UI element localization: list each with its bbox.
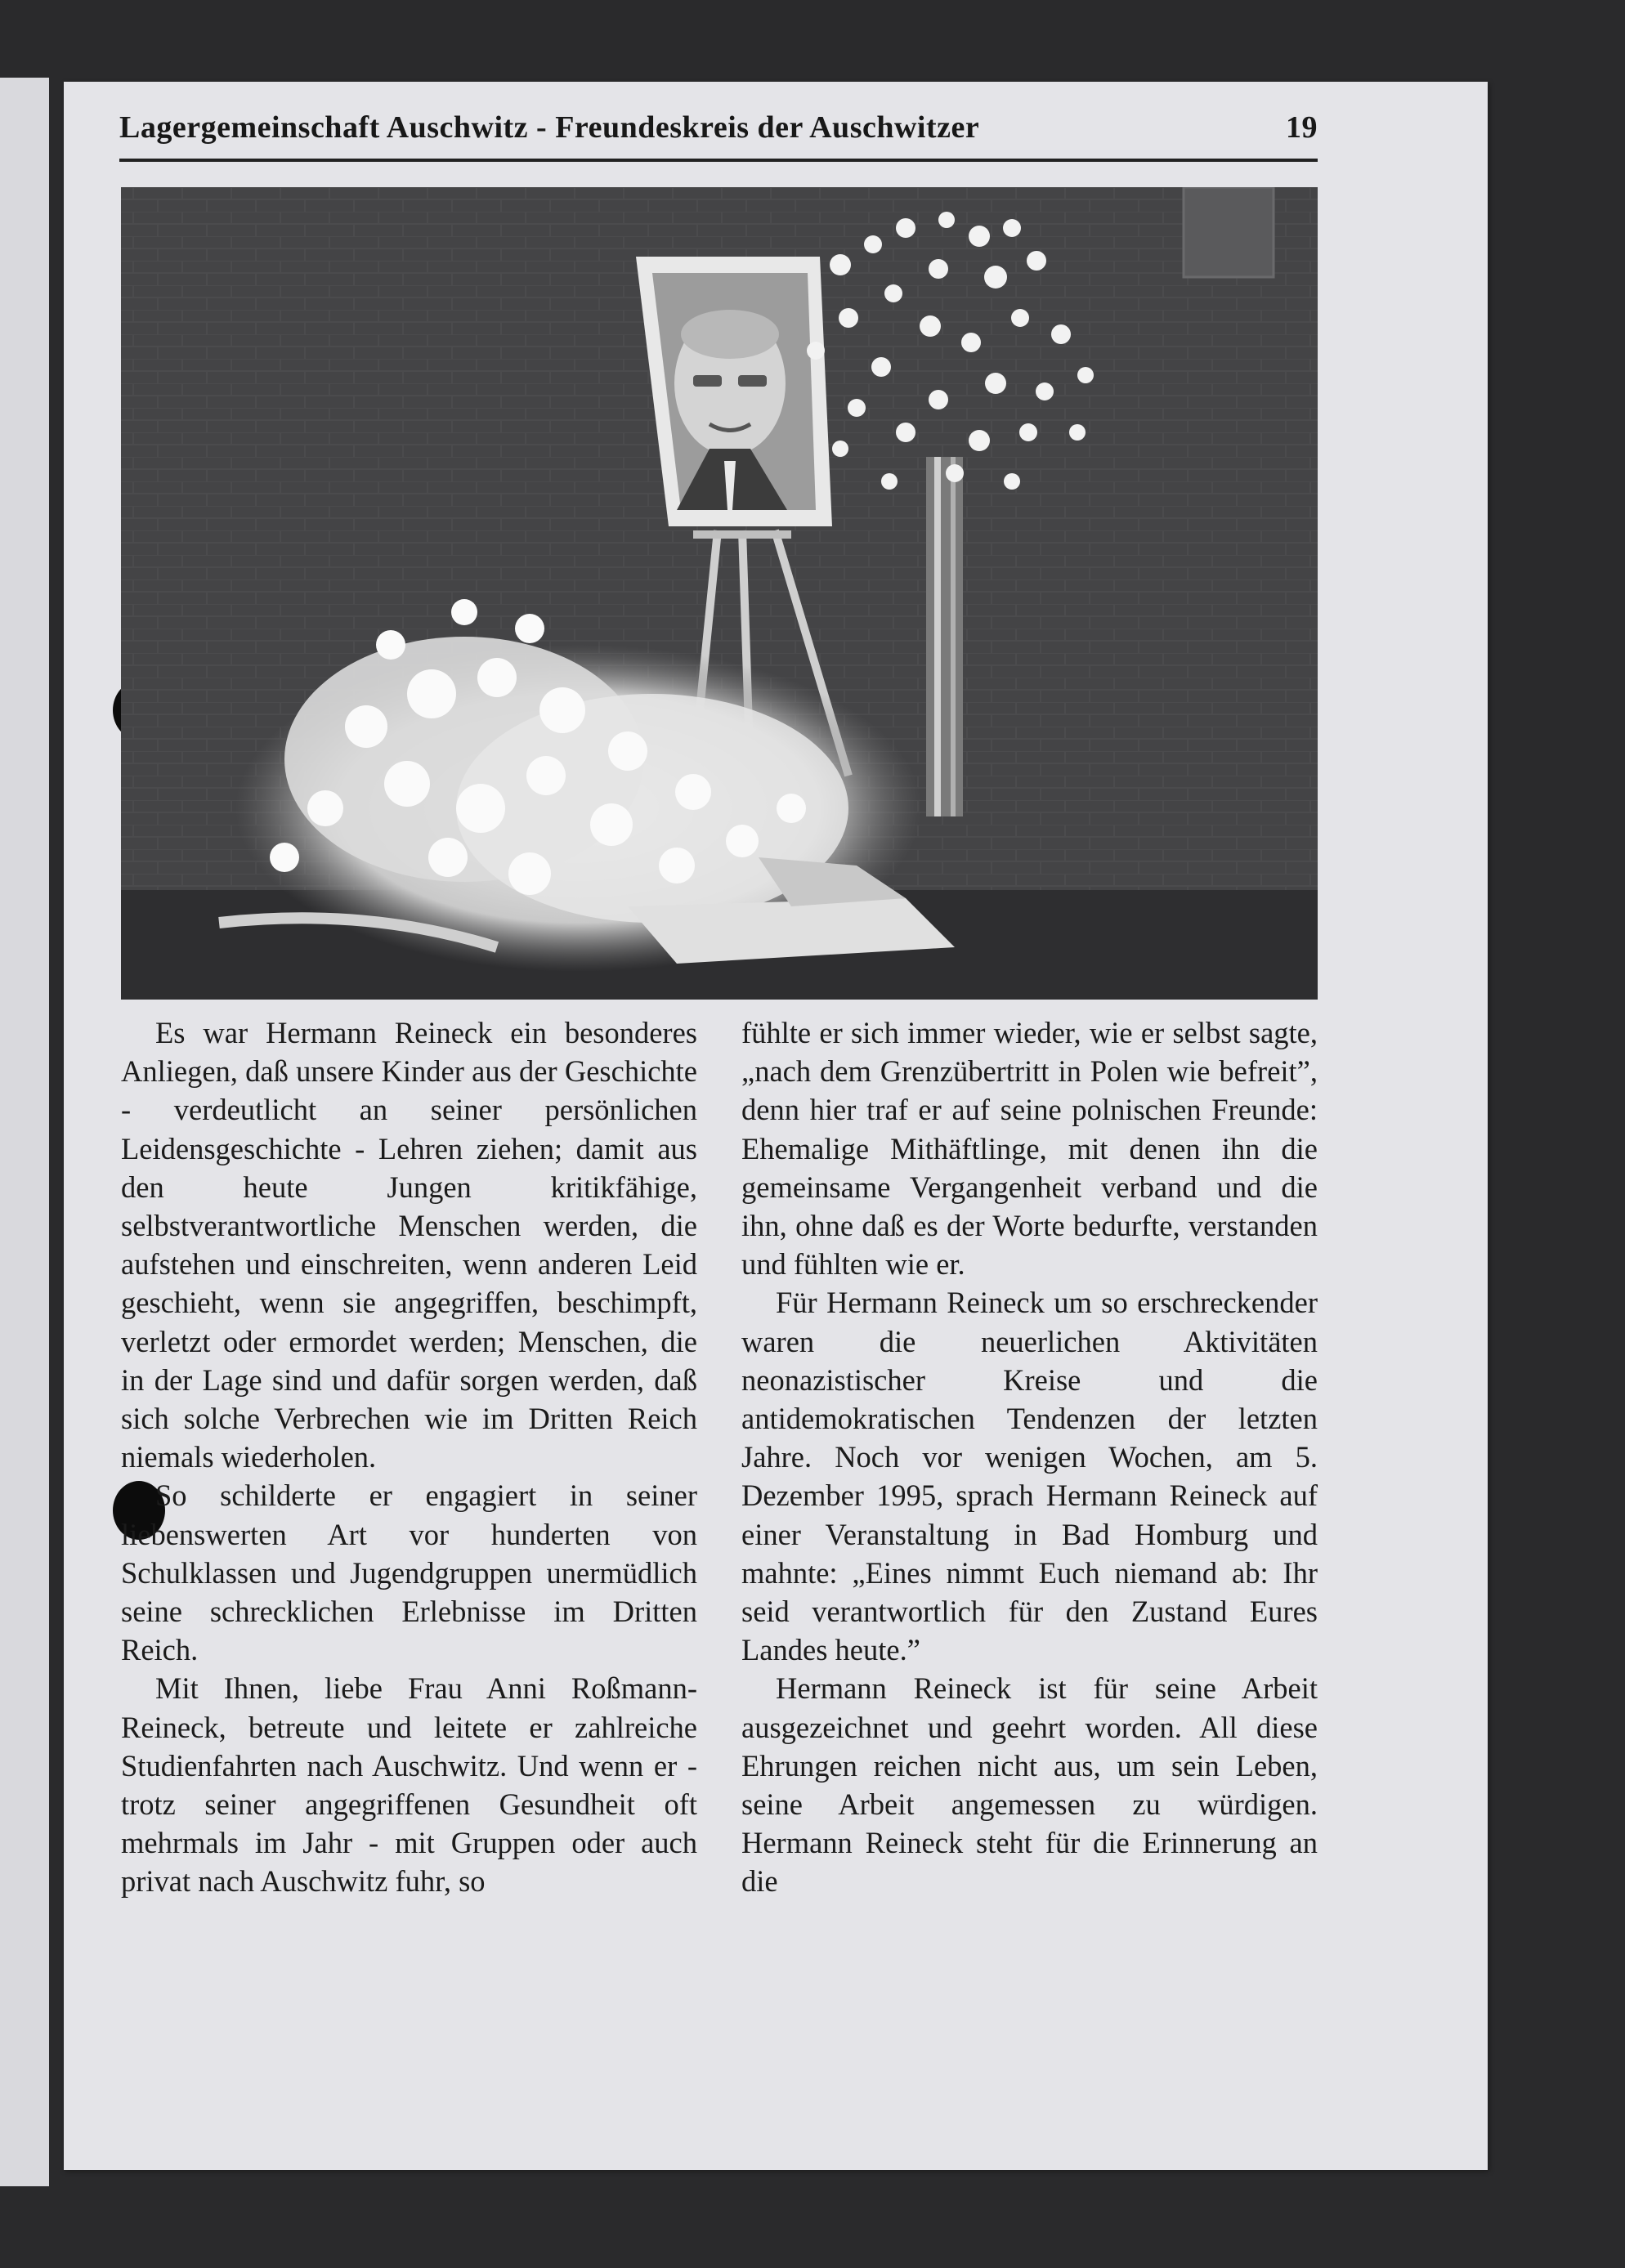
paragraph: Es war Hermann Reineck ein besonderes Anliegen, daß unsere Kinder aus der Geschichte - verdeutlicht an seiner persönlichen Leidensgeschichte - Lehren ziehen; damit aus den heute Jungen kritikfähige, selbstverantwortliche Menschen werden, die aufstehen und einschreiten, wenn anderen Leid geschieht, wenn sie angegriffen, beschimpft, verletzt oder ermordet werden; Menschen, die in der Lage sind und dafür sorgen werden, daß sich solche Verbrechen wie im Dritten Reich niemals wiederholen.	[121, 1016, 697, 1474]
paragraph-continued: fühlte er sich immer wieder, wie er selbst sagte, „nach dem Grenzübertritt in Polen wie befreit”, denn hier traf er auf seine polnischen Freunde: Ehemalige Mithäftlinge, mit denen ihn die gemeinsame Vergangenheit verband und die ihn, ohne daß es der Worte bedurfte, verstanden und fühlten wie er.	[741, 1016, 1318, 1282]
memorial-photo	[121, 187, 1318, 1000]
page-number: 19	[1286, 110, 1318, 145]
journal-title: Lagergemeinschaft Auschwitz - Freundeskreis der Auschwitzer	[119, 110, 980, 145]
header-rule	[119, 159, 1318, 162]
memorial-photo-illustration	[121, 187, 1318, 1000]
facing-page-edge	[0, 78, 49, 2186]
paragraph: So schilderte er engagiert in seiner liebenswerten Art vor hunderten von Schulklassen und Jugendgruppen unermüdlich seine schrecklichen Erlebnisse im Dritten Reich.	[121, 1478, 697, 1667]
article-column-right	[741, 1013, 1318, 1901]
article-column-left	[121, 1013, 697, 1901]
paragraph: Hermann Reineck ist für seine Arbeit ausgezeichnet und geehrt worden. All diese Ehrungen reichen nicht aus, um sein Leben, seine Arbeit angemessen zu würdigen. Hermann Reineck steht für die Erinnerung an die	[741, 1671, 1318, 1899]
paragraph: Für Hermann Reineck um so erschreckender waren die neuerlichen Aktivitäten neonazistischer Kreise und die antidemokratischen Tendenzen der letzten Jahre. Noch vor wenigen Wochen, am 5. Dezember 1995, sprach Hermann Reineck auf einer Veranstaltung in Bad Homburg und mahnte: „Eines nimmt Euch niemand ab: Ihr seid verantwortlich für den Zustand Eures Landes heute.”	[741, 1286, 1318, 1667]
running-header	[119, 101, 1318, 145]
portrait-frame	[636, 257, 832, 526]
paragraph: Mit Ihnen, liebe Frau Anni Roßmann-Reineck, betreute und leitete er zahlreiche Studienfahrten nach Auschwitz. Und wenn er - trotz seiner angegriffenen Gesundheit oft mehrmals im Jahr - mit Gruppen oder auch privat nach Auschwitz fuhr, so	[121, 1671, 697, 1899]
